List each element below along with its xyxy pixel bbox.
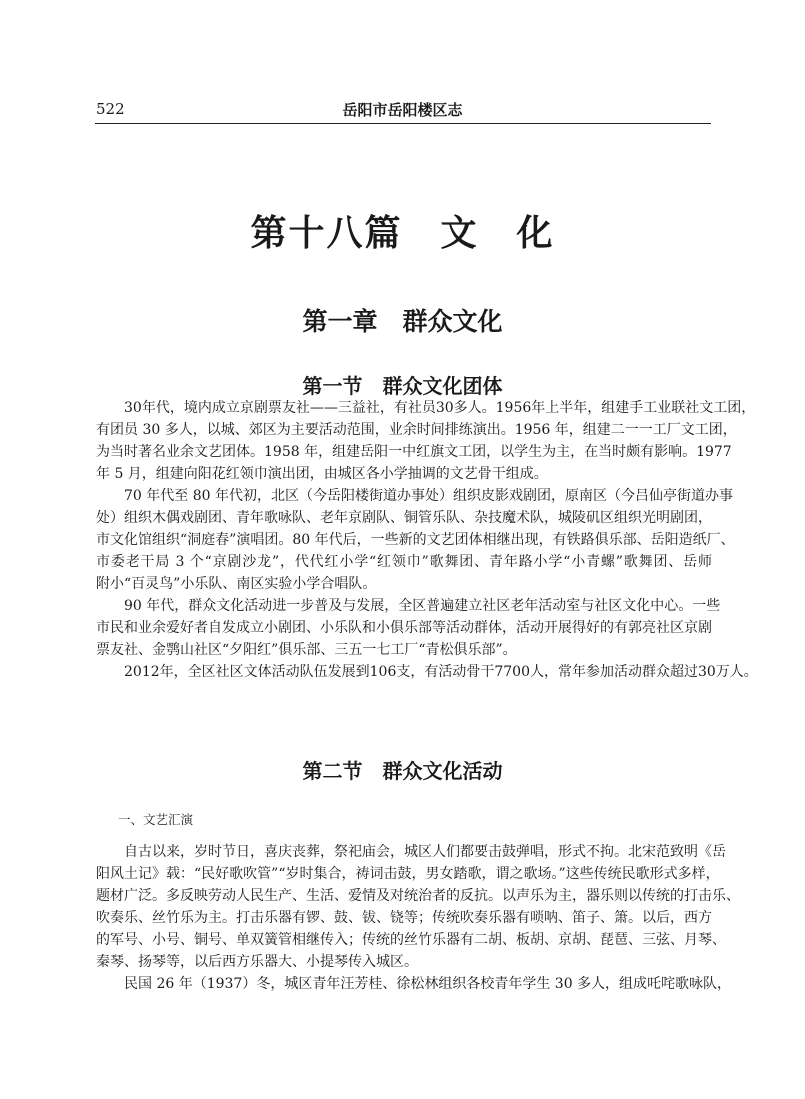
paragraph: [96, 661, 758, 683]
section2-title: 第二节 群众文化活动: [302, 759, 503, 783]
text-line: 票友社、金鹗山社区“夕阳红”俱乐部、三五一七工厂“青松俱乐部”。: [96, 642, 517, 658]
header-rule: [95, 123, 711, 124]
part-title: 第十八篇 文 化: [250, 212, 555, 254]
text-line: 有团员 30 多人，以城、郊区为主要活动范围，业余时间排练演出。1956 年，组建二一一工厂文工团，: [96, 422, 737, 438]
paragraph: [96, 485, 735, 595]
text-line: 市委老干局 3 个“京剧沙龙”，代代红小学“红领巾”歌舞团、青年路小学“小青螺”歌舞团、岳师: [96, 554, 712, 570]
paragraph: [96, 397, 756, 485]
text-line: 自古以来，岁时节日，喜庆丧葬，祭祀庙会，城区人们都要击鼓弹唱，形式不拘。北宋范致明《岳: [124, 844, 726, 860]
text-line: 为当时著名业余文艺团体。1958 年，组建岳阳一中红旗文工团，以学生为主，在当时颇有影响。1977: [96, 444, 732, 460]
text-line: 年 5 月，组建向阳花红领巾演出团，由城区各小学抽调的文艺骨干组成。: [96, 466, 548, 482]
text-line: 70 年代至 80 年代初，北区（今岳阳楼街道办事处）组织皮影戏剧团，原南区（今吕仙亭街道办事: [124, 488, 733, 504]
page-number: 522: [96, 100, 125, 118]
text-line: 阳风土记》载：“民好歌吹管”“岁时集合，祷词击鼓，男女踏歌，谓之歌场。”这些传统民歌形式多样，: [96, 866, 720, 882]
text-line: 题材广泛。多反映劳动人民生产、生活、爱情及对统治者的反抗。以声乐为主，器乐则以传统的打击乐、: [96, 888, 740, 904]
paragraph: [96, 973, 732, 995]
text-line: 吹奏乐、丝竹乐为主。打击乐器有锣、鼓、钹、铙等；传统吹奏乐器有唢呐、笛子、箫。以后，西方: [96, 910, 712, 926]
text-line: 30年代，境内成立京剧票友社——三益社，有社员30多人。1956年上半年，组建手工业联社文工团，: [124, 400, 756, 416]
text-line: 民国 26 年（1937）冬，城区青年汪芳桂、徐松林组织各校青年学生 30 多人，组成吒咤歌咏队，: [124, 976, 732, 992]
text-line: 的军号、小号、铜号、单双簧管相继传入；传统的丝竹乐器有二胡、板胡、京胡、琵琶、三弦、月琴、: [96, 932, 726, 948]
text-line: 附小“百灵鸟”小乐队、南区实验小学合唱队。: [96, 576, 377, 592]
running-head-title: 岳阳市岳阳楼区志: [342, 101, 463, 119]
text-line: 90 年代，群众文化活动进一步普及与发展，全区普遍建立社区老年活动室与社区文化中心。一些: [124, 598, 721, 614]
section2-body: [96, 841, 740, 995]
section1-title: 第一节 群众文化团体: [302, 374, 503, 398]
paragraph: [96, 595, 721, 661]
paragraph: [96, 841, 740, 973]
chapter-title: 第一章 群众文化: [302, 307, 503, 336]
text-line: 市文化馆组织“洞庭春”演唱团。80 年代后，一些新的文艺团体相继出现，有铁路俱乐部、岳阳造纸厂、: [96, 532, 735, 548]
section1-body: [96, 397, 758, 683]
text-line: 秦琴、扬琴等，以后西方乐器大、小提琴传入城区。: [96, 954, 418, 970]
text-line: 市民和业余爱好者自发成立小剧团、小乐队和小俱乐部等活动群体，活动开展得好的有郭亮社区京剧: [96, 620, 712, 636]
text-line: 2012年，全区社区文体活动队伍发展到106支，有活动骨干7700人，常年参加活动群众超过30万人。: [124, 664, 758, 680]
text-line: 处）组织木偶戏剧团、青年歌咏队、老年京剧队、铜管乐队、杂技魔术队，城陵矶区组织光明剧团，: [96, 510, 712, 526]
subheading-performances: 一、文艺汇演: [118, 812, 194, 827]
